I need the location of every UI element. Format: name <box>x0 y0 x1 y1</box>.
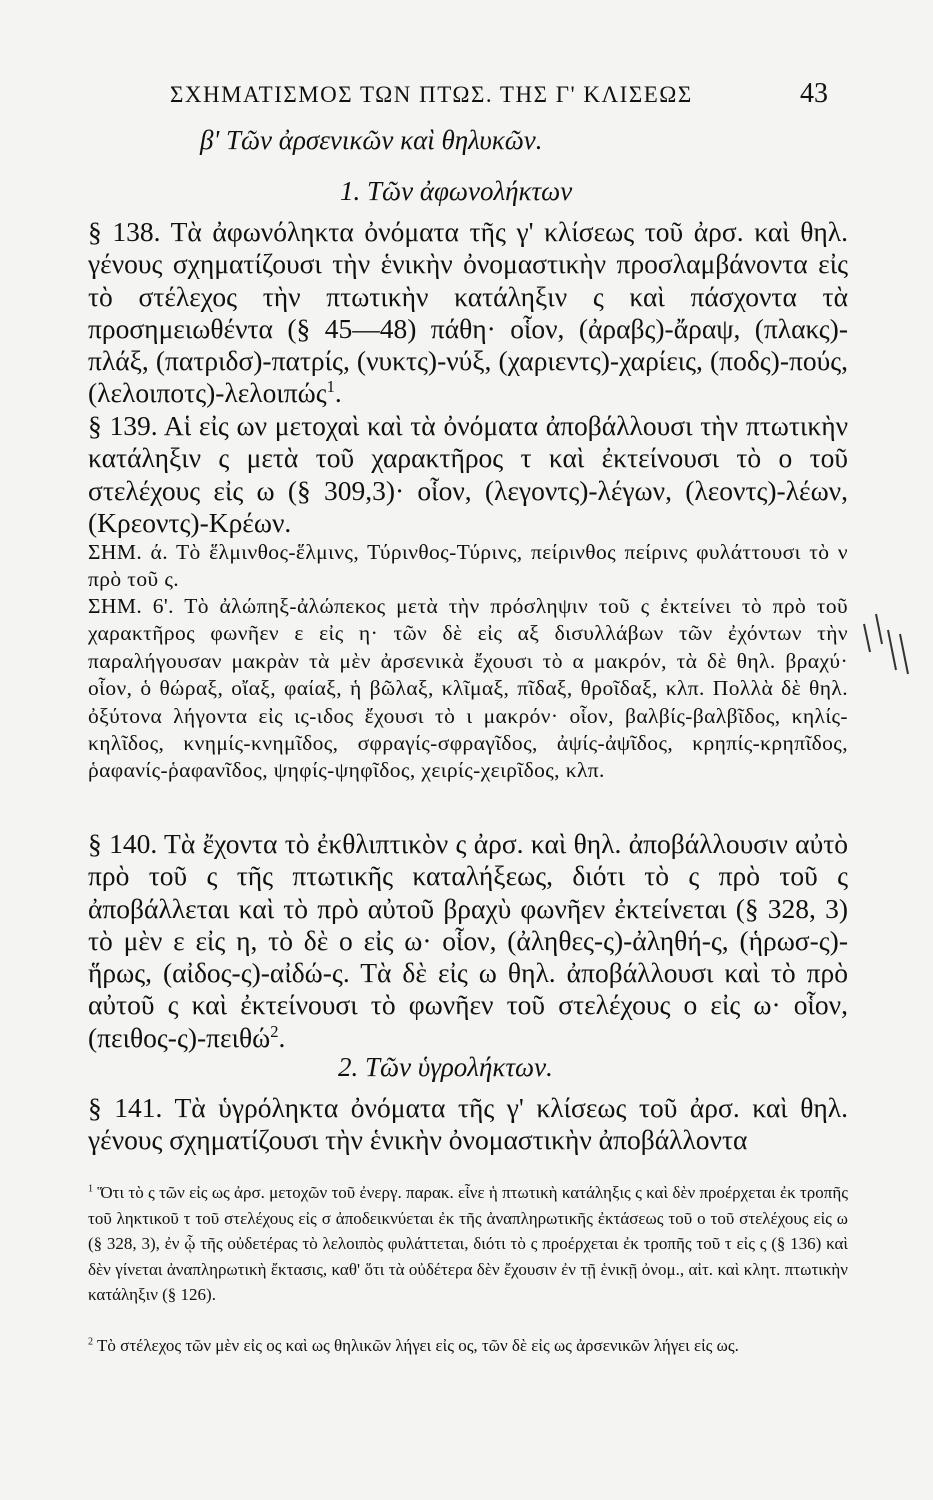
paragraph-141 <box>88 1092 848 1157</box>
paragraph-139 <box>88 410 848 539</box>
footnote-ref: 2 <box>270 1021 279 1041</box>
handwritten-margin-mark <box>858 600 918 690</box>
footnote-ref: 1 <box>326 377 335 397</box>
section-mark: § 141. <box>88 1092 163 1123</box>
footnote-mark: 2 <box>88 1336 94 1348</box>
page-number: 43 <box>800 78 828 109</box>
section-mark: § 139. <box>88 410 158 441</box>
footnote-2 <box>88 1333 848 1359</box>
note-1 <box>88 539 848 594</box>
note-mark: ΣΗΜ. ά. <box>88 540 168 564</box>
part-heading-1: 1. Τῶν ἀφωνολήκτων <box>340 176 573 206</box>
subsection-heading-b: β' Τῶν ἀρσενικῶν καὶ θηλυκῶν. <box>200 125 543 155</box>
paragraph-140: § 140. Τὰ ἔχοντα τὸ ἐκθλιπτικὸν ς ἀρσ. καὶ θηλ. ἀποβάλλουσιν αὐτὸ πρὸ τοῦ ς τῆς πτωτικῆς καταλήξεως, διότι τὸ ς πρὸ τοῦ ς ἀποβάλλεται καὶ τὸ πρὸ αὐτοῦ βραχὺ φωνῆεν ἐκτείνεται (§ 328, 3) τὸ μὲν ε εἰς η, τὸ δὲ ο εἰς ω· οἷον, (ἀληθες-ς)-ἀληθή-ς, (ἡρωσ-ς)-ἥρως, (αἰδος-ς)-αἰδώ-ς. Τὰ δὲ εἰς ω θηλ. ἀποβάλλουσι καὶ τὸ πρὸ αὐτοῦ ς καὶ ἐκτείνουσι τὸ φωνῆεν τοῦ στελέχους ο εἰς ω· οἷον, (πειθος-ς)-πειθώ$^2$. <box>88 828 848 1053</box>
footnote-mark: 1 <box>88 1183 94 1195</box>
note-text: Τὸ ἀλώπηξ-ἀλώπεκος μετὰ τὴν πρόσληψιν τοῦ ς ἐκτείνει τὸ πρὸ τοῦ χαρακτῆρος φωνῆεν ε εἰς η· τῶν δὲ εἰς αξ δισυλλάβων τῶν ἐχόντων τὴν παραλήγουσαν μακρὰν τὰ μὲν ἀρσενικὰ ἔχουσι τὸ α μακρόν, τὰ δὲ θηλ. βραχύ· οἷον, ὁ θώραξ, οἴαξ, φαίαξ, ἡ βῶλαξ, κλῖμαξ, πῖδαξ, θροῖδαξ, κλπ. Πολλὰ δὲ θηλ. ὀξύτονα λήγοντα εἰς ις-ιδος ἔχουσι τὸ ι μακρόν· οἷον, βαλβίς-βαλβῖδος, κηλίς-κηλῖδος, κνημίς-κνημῖδος, σφραγίς-σφραγῖδος, ἀψίς-ἀψῖδος, κρηπίς-κρηπῖδος, ῥαφανίς-ῥαφανῖδος, ψηφίς-ψηφῖδος, χειρίς-χειρῖδος, κλπ. <box>88 594 849 783</box>
part-heading-2: 2. Τῶν ὑγρολήκτων. <box>338 1052 553 1082</box>
paragraph-text: Αἱ εἰς ων μετοχαὶ καὶ τὰ ὀνόματα ἀποβάλλουσι τὴν πτωτικὴν κατάληξιν ς μετὰ τοῦ χαρακτῆρος τ καὶ ἐκτείνουσι τὸ ο τοῦ στελέχους εἰς ω (§ 309,3)· οἷον, (λεγοντς)-λέγων, (λεοντς)-λέων, (Κρεοντς)-Κρέων. <box>88 410 849 538</box>
footnote-1 <box>88 1180 848 1308</box>
paragraph-text: Τὰ ἀφωνόληκτα ὀνόματα τῆς γ' κλίσεως τοῦ ἀρσ. καὶ θηλ. γένους σχηματίζουσι τὴν ἑνικὴν ὀνομαστικὴν προσλαμβάνοντα εἰς τὸ στέλεχος τὴν πτωτικὴν κατάληξιν ς καὶ πάσχοντα τὰ προσημειωθέντα (§ 45—48) πάθη· οἷον, (ἀραβς)-ἄραψ, (πλακς)-πλάξ, (πατριδσ)-πατρίς, (νυκτς)-νύξ, (χαριεντς)-χαρίεις, (ποδς)-πούς, (λελοιποτς)-λελοιπώς <box>88 216 848 409</box>
note-2 <box>88 593 848 785</box>
paragraph-138: § 138. Τὰ ἀφωνόληκτα ὀνόματα τῆς γ' κλίσεως τοῦ ἀρσ. καὶ θηλ. γένους σχηματίζουσι τὴν ἑνικὴν ὀνομαστικὴν προσλαμβάνοντα εἰς τὸ στέλεχος τὴν πτωτικὴν κατάληξιν ς καὶ πάσχοντα τὰ προσημειωθέντα (§ 45—48) πάθη· οἷον, (ἀραβς)-ἄραψ, (πλακς)-πλάξ, (πατριδσ)-πατρίς, (νυκτς)-νύξ, (χαριεντς)-χαρίεις, (ποδς)-πούς, (λελοιποτς)-λελοιπώς$^1$. <box>88 216 848 409</box>
section-mark: § 138. <box>88 216 161 247</box>
running-head: ΣΧΗΜΑΤΙΣΜΟΣ ΤΩΝ ΠΤΩΣ. ΤΗΣ Γ' ΚΛΙΣΕΩΣ <box>170 82 693 107</box>
paragraph-text: Τὰ ἔχοντα τὸ ἐκθλιπτικὸν ς ἀρσ. καὶ θηλ. ἀποβάλλουσιν αὐτὸ πρὸ τοῦ ς τῆς πτωτικῆς καταλήξεως, διότι τὸ ς πρὸ τοῦ ς ἀποβάλλεται καὶ τὸ πρὸ αὐτοῦ βραχὺ φωνῆεν ἐκτείνεται (§ 328, 3) τὸ μὲν ε εἰς η, τὸ δὲ ο εἰς ω· οἷον, (ἀληθες-ς)-ἀληθή-ς, (ἡρωσ-ς)-ἥρως, (αἰδος-ς)-αἰδώ-ς. Τὰ δὲ εἰς ω θηλ. ἀποβάλλουσι καὶ τὸ πρὸ αὐτοῦ ς καὶ ἐκτείνουσι τὸ φωνῆεν τοῦ στελέχους ο εἰς ω· οἷον, (πειθος-ς)-πειθώ <box>88 828 848 1053</box>
footnote-text: Ὅτι τὸ ς τῶν εἰς ως ἀρσ. μετοχῶν τοῦ ἐνεργ. παρακ. εἶνε ἡ πτωτικὴ κατάληξις ς καὶ δὲν προέρχεται ἐκ τροπῆς τοῦ ληκτικοῦ τ τοῦ στελέχους εἰς σ ἀποδεικνύεται ἐκ τῆς ἀναπληρωτικῆς ἐκτάσεως τοῦ ο τοῦ στελέχους εἰς ω (§ 328, 3), ἐν ᾧ τῆς οὐδετέρας τὸ λελοιπὸς φυλάττεται, διότι τὸ ς προέρχεται ἐκ τροπῆς τοῦ τ εἰς ς (§ 136) καὶ δὲν γίνεται ἀναπληρωτικὴ ἔκτασις, καθ' ὅτι τὰ οὐδέτερα δὲν ἔχουσιν ἐν τῇ ἑνικῇ ὀνομ., αἰτ. καὶ κλητ. πτωτικὴν κατάληξιν (§ 126). <box>88 1183 848 1304</box>
note-text: Τὸ ἕλμινθος-ἕλμινς, Τύρινθος-Τύρινς, πείρινθος πείρινς φυλάττουσι τὸ ν πρὸ τοῦ ς. <box>88 540 848 592</box>
note-mark: ΣΗΜ. 6'. <box>88 594 174 618</box>
paragraph-text: Τὰ ὑγρόληκτα ὀνόματα τῆς γ' κλίσεως τοῦ ἀρσ. καὶ θηλ. γένους σχηματίζουσι τὴν ἑνικὴν ὀνομαστικὴν ἀποβάλλοντα <box>88 1092 848 1156</box>
section-mark: § 140. <box>88 828 158 859</box>
footnote-text: Τὸ στέλεχος τῶν μὲν εἰς ος καὶ ως θηλικῶν λήγει εἰς ος, τῶν δὲ εἰς ως ἀρσενικῶν λήγει εἰς ως. <box>97 1336 739 1355</box>
